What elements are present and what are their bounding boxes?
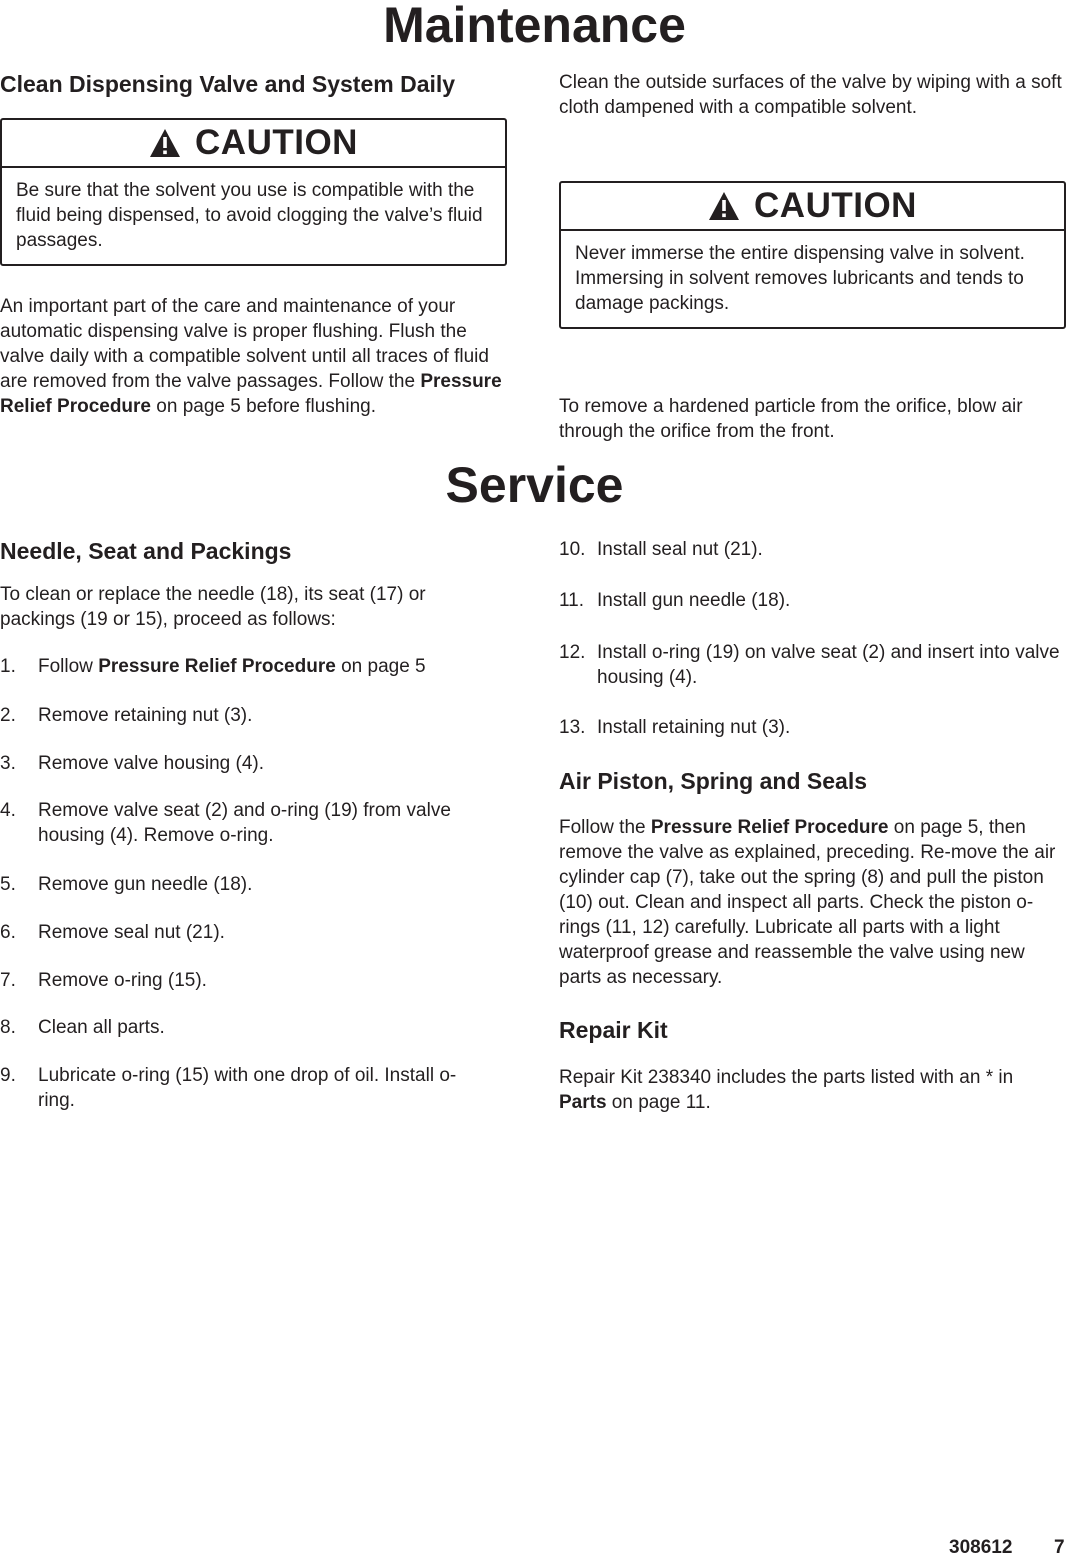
step-text: Install seal nut (21). [597,539,763,560]
repair-text-post: on page 11. [606,1092,711,1113]
step-text: Follow Pressure Relief Procedure on page 5 [38,656,426,677]
step-number: 2. [0,705,16,726]
air-piston-heading: Air Piston, Spring and Seals [559,768,868,794]
step-text: Remove seal nut (21). [38,922,225,943]
page-number: 7 [1054,1537,1065,1558]
step-text: Install o-ring (19) on valve seat (2) and insert into valve housing (4). [597,642,1060,688]
list-item [559,640,1064,690]
step-number: 6. [0,922,16,943]
caution-label-1: CAUTION [195,123,358,162]
service-title: Service [445,457,624,513]
maintenance-title: Maintenance [383,0,686,53]
caution-box-2 [559,181,1066,329]
list-item [559,537,1064,562]
step-number: 4. [0,800,16,821]
step-number: 9. [0,1065,16,1086]
step-number: 13. [559,717,586,738]
list-item [0,1015,500,1040]
air-piston-paragraph [559,815,1064,990]
pressure-relief-ref: Pressure Relief Procedure [98,656,336,677]
pressure-relief-ref: Pressure Relief Procedure [650,817,889,838]
step-number: 3. [0,753,16,774]
caution-header-2 [561,183,1064,231]
needle-intro-text: To clean or replace the needle (18), its seat (17) or packings (19 or 15), proceed as follows: [0,584,426,630]
flush-paragraph [0,294,508,419]
doc-number: 308612 [949,1537,1013,1558]
air-text-post: on page 5, then remove the valve as explained, preceding. Re-move the air cylinder cap (7), take out the spring (8) and pull the piston (10) out. Clean and inspect all parts. Check the piston o-rings (11, 12) carefully. Lubricate all parts with a light waterproof grease and reassemble the valve using new parts as necessary. [559,817,1056,988]
step-number: 10. [559,539,586,560]
step-text: Clean all parts. [38,1017,165,1038]
repair-kit-heading: Repair Kit [559,1017,668,1043]
outside-paragraph [559,70,1064,120]
list-item [0,968,500,993]
caution-text-2: Never immerse the entire dispensing valve in solvent. Immersing in solvent removes lubricants and tends to damage packings. [575,243,1025,314]
list-item [559,588,1064,613]
list-item [0,1063,500,1113]
step-number: 12. [559,642,586,663]
step-number: 1. [0,656,16,677]
needle-intro [0,582,490,632]
repair-kit-section [559,1016,1064,1044]
step-text: Install retaining nut (3). [597,717,791,738]
flush-text-pre: An important part of the care and maintenance of your automatic dispensing valve is proper flushing. Flush the valve daily with a compatible solvent until all traces of fluid are removed from the valve passages. Follow the [0,296,489,392]
step-number: 7. [0,970,16,991]
clean-heading: Clean Dispensing Valve and System Daily [0,71,456,97]
caution-box-1 [0,118,507,266]
pressure-relief-ref: Pressure Relief Procedure [0,371,502,417]
parts-ref: Parts [559,1092,607,1113]
warning-triangle-icon [708,191,740,221]
air-text-pre: Follow the [559,817,651,838]
step-text: Remove gun needle (18). [38,874,253,895]
step-text: Remove o-ring (15). [38,970,207,991]
step-text: Lubricate o-ring (15) with one drop of oil. Install o-ring. [38,1065,457,1111]
list-item [0,703,500,728]
needle-section [0,537,500,565]
list-item [0,872,500,897]
step-text: Remove valve housing (4). [38,753,264,774]
step-number: 11. [559,590,585,611]
list-item [559,715,1064,740]
step-text: Install gun needle (18). [597,590,791,611]
step-number: 8. [0,1017,16,1038]
orifice-paragraph [559,394,1064,444]
list-item [0,751,500,776]
orifice-text: To remove a hardened particle from the orifice, blow air through the orifice from the front. [559,396,1023,442]
flush-text-post: on page 5 before flushing. [151,396,377,417]
needle-heading: Needle, Seat and Packings [0,538,292,564]
maintenance-left-column [0,70,510,98]
warning-triangle-icon [149,128,181,158]
step-text: Remove valve seat (2) and o-ring (19) from valve housing (4). Remove o-ring. [38,800,451,846]
caution-label-2: CAUTION [754,186,917,225]
list-item [0,654,500,679]
repair-kit-paragraph [559,1065,1064,1115]
caution-header-1 [2,120,505,168]
list-item [0,920,500,945]
air-piston-section [559,767,1064,795]
step-text: Remove retaining nut (3). [38,705,253,726]
outside-text: Clean the outside surfaces of the valve by wiping with a soft cloth dampened with a compatible solvent. [559,72,1062,118]
step-number: 5. [0,874,16,895]
list-item [0,798,500,848]
caution-text-1: Be sure that the solvent you use is compatible with the fluid being dispensed, to avoid clogging the valve’s fluid passages. [16,180,483,251]
repair-text-pre: Repair Kit 238340 includes the parts listed with an * in [559,1067,1014,1088]
